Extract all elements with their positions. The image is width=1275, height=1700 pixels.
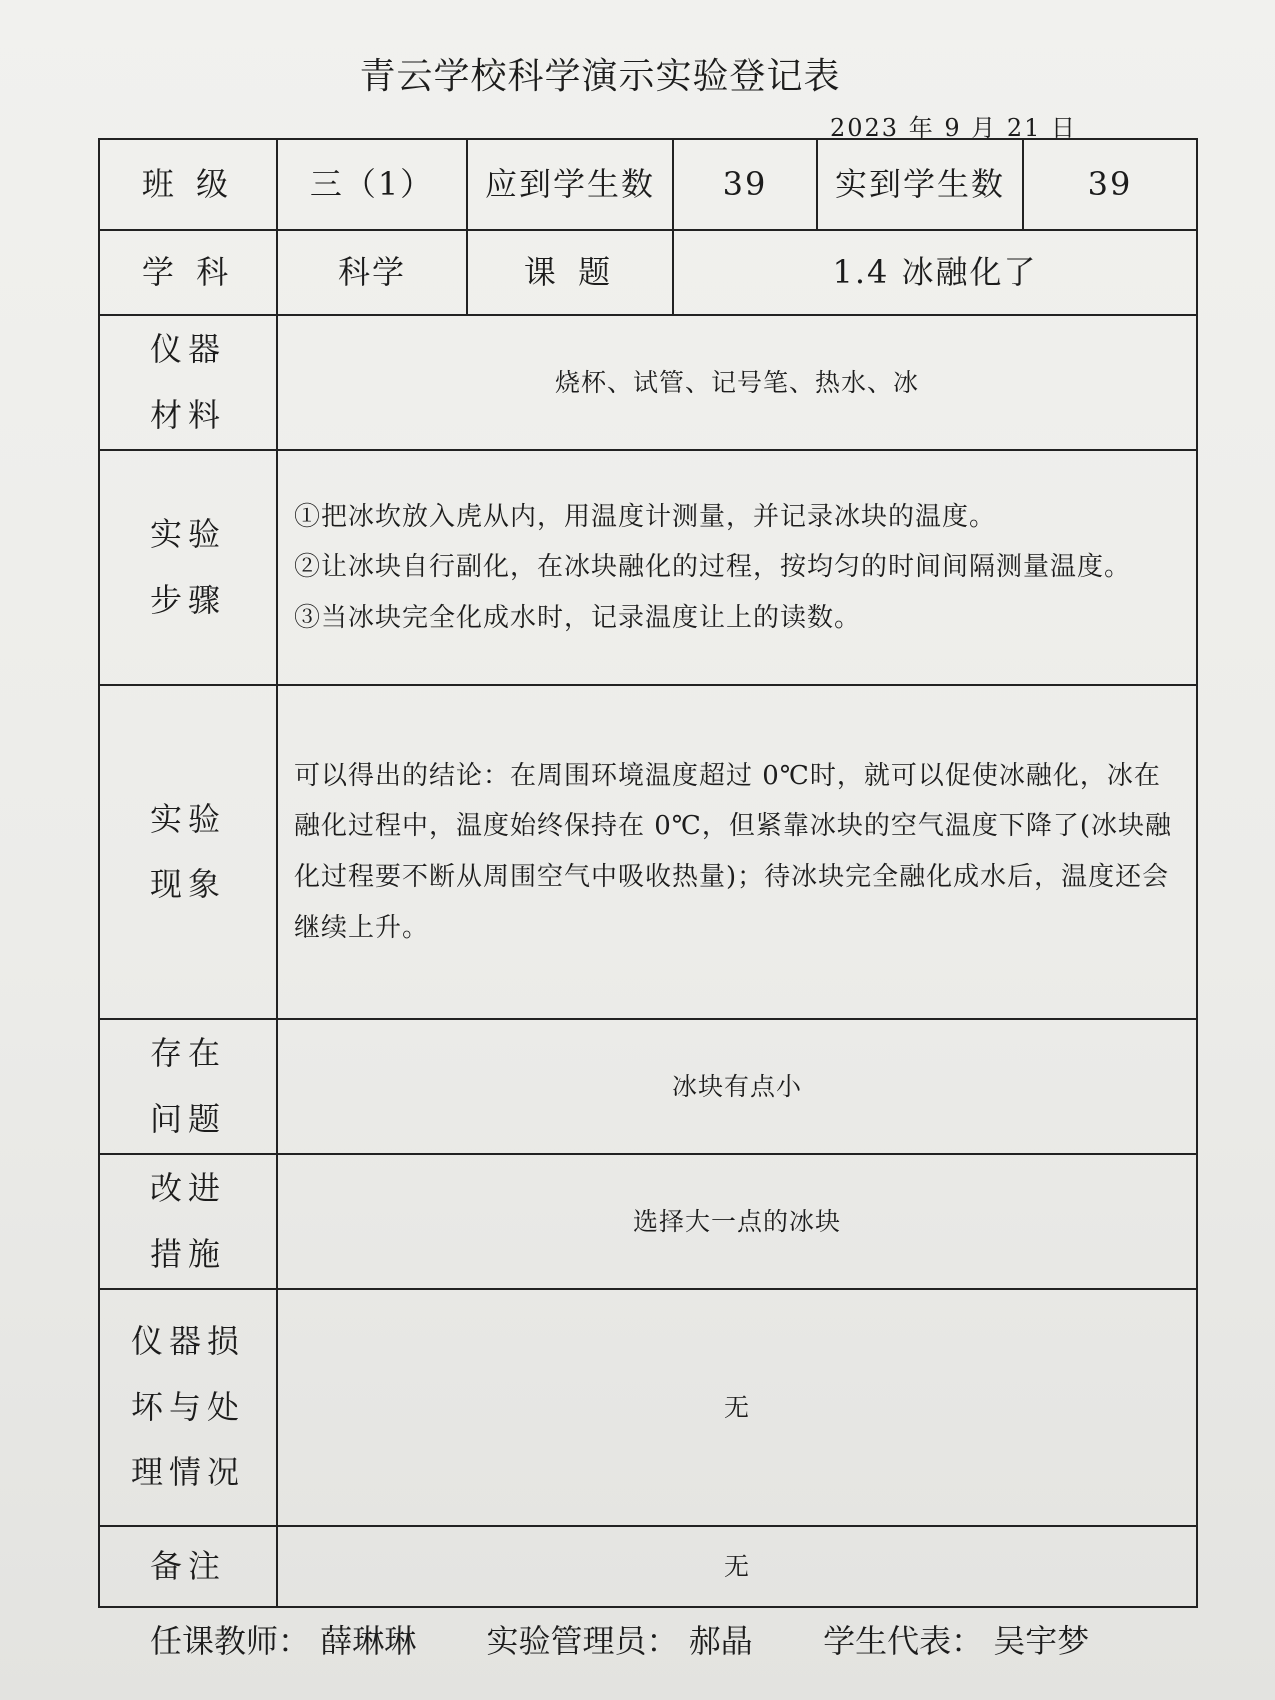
steps-label: [99, 450, 277, 685]
subject-label: 学 科: [99, 230, 277, 315]
table-row: [99, 450, 1197, 685]
steps-label-line: 实验: [149, 514, 226, 553]
damage-label: [99, 1289, 277, 1526]
expected-students-label: 应到学生数: [467, 139, 673, 230]
topic-label: 课 题: [467, 230, 673, 315]
admin-label: 实验管理员：: [486, 1622, 679, 1660]
admin-name: 郝晶: [688, 1622, 753, 1660]
problems-label-line: 存在: [149, 1034, 226, 1073]
phenomenon-label-line: 现象: [149, 865, 226, 904]
damage-value: 无: [277, 1289, 1197, 1526]
registration-table: [98, 138, 1198, 1608]
class-value: 三（1）: [277, 139, 467, 230]
teacher-label: 任课教师：: [150, 1622, 311, 1660]
improvement-label-line: 改进: [149, 1168, 226, 1207]
step-item: ③当冰块完全化成水时，记录温度让上的读数。: [294, 602, 862, 633]
table-row: [99, 139, 1197, 230]
table-row: [99, 685, 1197, 1019]
materials-value: 烧杯、试管、记号笔、热水、冰: [277, 315, 1197, 450]
class-label: 班 级: [99, 139, 277, 230]
table-row: [99, 1289, 1197, 1526]
topic-value: 1.4 冰融化了: [673, 230, 1197, 315]
table-row: [99, 230, 1197, 315]
table-row: [99, 1154, 1197, 1289]
record-date: 2023 年 9 月 21 日: [830, 114, 1078, 142]
phenomenon-label-line: 实验: [149, 799, 226, 838]
actual-students-value: 39: [1023, 139, 1197, 230]
damage-label-line: 坏与处: [130, 1387, 245, 1426]
improvement-value: 选择大一点的冰块: [277, 1154, 1197, 1289]
remarks-label: 备注: [99, 1526, 277, 1607]
remarks-value: 无: [277, 1526, 1197, 1607]
steps-label-line: 步骤: [149, 580, 226, 619]
expected-students-value: 39: [673, 139, 817, 230]
actual-students-label: 实到学生数: [817, 139, 1023, 230]
improvement-label: [99, 1154, 277, 1289]
materials-label: [99, 315, 277, 450]
damage-label-line: 仪器损: [130, 1322, 245, 1361]
materials-label-line: 仪器: [149, 330, 226, 369]
document-title: 青云学校科学演示实验登记表: [359, 56, 841, 97]
subject-value: 科学: [277, 230, 467, 315]
table-row: [99, 1526, 1197, 1607]
phenomenon-label: [99, 685, 277, 1019]
steps-value: [277, 450, 1197, 685]
problems-label-line: 问题: [149, 1099, 226, 1138]
signature-footer: [150, 1616, 1089, 1662]
step-item: ②让冰块自行副化，在冰块融化的过程，按均匀的时间间隔测量温度。: [294, 552, 1132, 583]
damage-label-line: 理情况: [130, 1453, 245, 1492]
problems-label: [99, 1019, 277, 1154]
teacher-name: 薛琳琳: [320, 1622, 417, 1660]
improvement-label-line: 措施: [149, 1234, 226, 1273]
materials-label-line: 材料: [149, 395, 226, 434]
student-rep-label: 学生代表：: [823, 1622, 984, 1660]
problems-value: 冰块有点小: [277, 1019, 1197, 1154]
student-rep-name: 吴宇梦: [993, 1622, 1090, 1660]
step-item: ①把冰坎放入虎从内，用温度计测量，并记录冰块的温度。: [294, 501, 997, 532]
table-row: [99, 1019, 1197, 1154]
phenomenon-value: 可以得出的结论：在周围环境温度超过 0℃时，就可以促使冰融化，冰在融化过程中，温度始终保持在 0℃，但紧靠冰块的空气温度下降了(冰块融化过程要不断从周围空气中吸收热量)；待冰块完全融化成水后，温度还会继续上升。: [277, 685, 1197, 1019]
table-row: [99, 315, 1197, 450]
